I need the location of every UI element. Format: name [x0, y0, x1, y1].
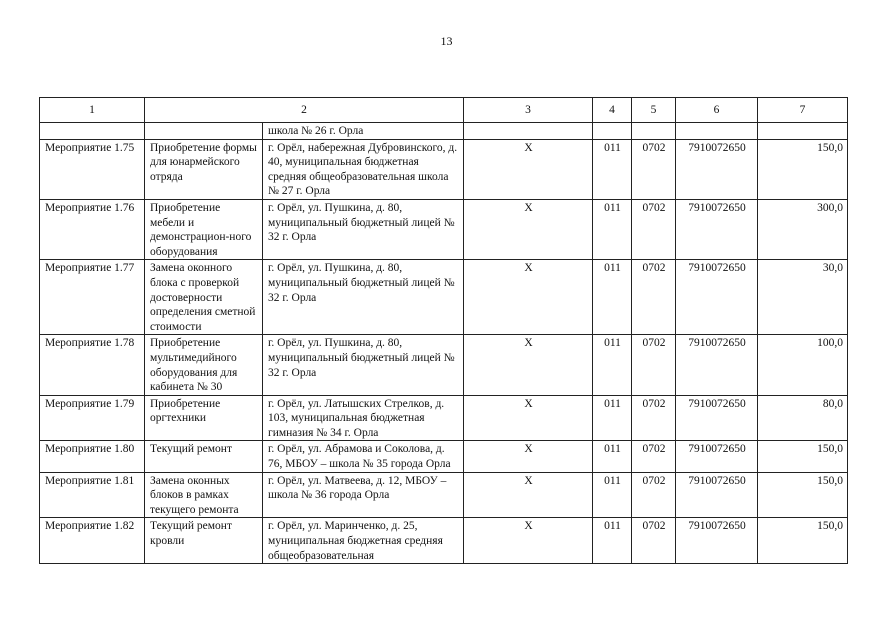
table-row [40, 139, 848, 199]
event-cell: Мероприятие 1.76 [40, 199, 145, 259]
col6-cell: 7910072650 [676, 260, 758, 335]
col5-cell: 0702 [632, 518, 676, 564]
header-row [40, 98, 848, 123]
event-cell: Мероприятие 1.82 [40, 518, 145, 564]
col6-cell [676, 123, 758, 140]
name-cell: Приобретение оргтехники [145, 395, 263, 441]
col7-cell: 100,0 [758, 335, 848, 395]
column-header: 7 [758, 98, 848, 123]
col4-cell: 011 [593, 199, 632, 259]
col5-cell: 0702 [632, 335, 676, 395]
col5-cell: 0702 [632, 139, 676, 199]
col3-cell: Х [464, 260, 593, 335]
col7-cell: 150,0 [758, 139, 848, 199]
name-cell: Замена оконных блоков в рамках текущего ремонта [145, 472, 263, 518]
column-header: 2 [145, 98, 464, 123]
column-header: 6 [676, 98, 758, 123]
address-cell: г. Орёл, ул. Пушкина, д. 80, муниципальный бюджетный лицей № 32 г. Орла [263, 260, 464, 335]
table-row [40, 472, 848, 518]
col5-cell: 0702 [632, 472, 676, 518]
col4-cell: 011 [593, 441, 632, 472]
col3-cell: Х [464, 395, 593, 441]
name-cell: Приобретение формы для юнармейского отряда [145, 139, 263, 199]
col7-cell: 150,0 [758, 518, 848, 564]
col6-cell: 7910072650 [676, 472, 758, 518]
name-cell [145, 123, 263, 140]
col5-cell: 0702 [632, 260, 676, 335]
col3-cell: Х [464, 518, 593, 564]
col4-cell: 011 [593, 395, 632, 441]
col7-cell: 300,0 [758, 199, 848, 259]
table-row [40, 335, 848, 395]
table-row [40, 395, 848, 441]
col3-cell [464, 123, 593, 140]
col4-cell: 011 [593, 472, 632, 518]
column-header: 4 [593, 98, 632, 123]
col3-cell: Х [464, 472, 593, 518]
name-cell: Текущий ремонт кровли [145, 518, 263, 564]
name-cell: Приобретение мультимедийного оборудования для кабинета № 30 [145, 335, 263, 395]
col6-cell: 7910072650 [676, 139, 758, 199]
address-cell: г. Орёл, ул. Маринченко, д. 25, муниципальная бюджетная средняя общеобразовательная [263, 518, 464, 564]
table-row [40, 441, 848, 472]
col7-cell: 30,0 [758, 260, 848, 335]
address-cell: г. Орёл, ул. Пушкина, д. 80, муниципальный бюджетный лицей № 32 г. Орла [263, 335, 464, 395]
col6-cell: 7910072650 [676, 199, 758, 259]
col4-cell: 011 [593, 260, 632, 335]
address-cell: г. Орёл, набережная Дубровинского, д. 40, муниципальная бюджетная средняя общеобразовательная школа № 27 г. Орла [263, 139, 464, 199]
col7-cell: 150,0 [758, 441, 848, 472]
address-cell: г. Орёл, ул. Матвеева, д. 12, МБОУ – школа № 36 города Орла [263, 472, 464, 518]
event-cell: Мероприятие 1.78 [40, 335, 145, 395]
name-cell: Замена оконного блока с проверкой достоверности определения сметной стоимости [145, 260, 263, 335]
column-header: 3 [464, 98, 593, 123]
col3-cell: Х [464, 139, 593, 199]
col4-cell: 011 [593, 335, 632, 395]
col5-cell [632, 123, 676, 140]
address-cell: г. Орёл, ул. Латышских Стрелков, д. 103, муниципальная бюджетная гимназия № 34 г. Орла [263, 395, 464, 441]
event-cell: Мероприятие 1.80 [40, 441, 145, 472]
event-cell: Мероприятие 1.77 [40, 260, 145, 335]
col3-cell: Х [464, 335, 593, 395]
col3-cell: Х [464, 441, 593, 472]
address-cell: школа № 26 г. Орла [263, 123, 464, 140]
col7-cell [758, 123, 848, 140]
name-cell: Текущий ремонт [145, 441, 263, 472]
event-cell [40, 123, 145, 140]
col5-cell: 0702 [632, 395, 676, 441]
col4-cell [593, 123, 632, 140]
name-cell: Приобретение мебели и демонстрацион-ного оборудования [145, 199, 263, 259]
col6-cell: 7910072650 [676, 441, 758, 472]
col6-cell: 7910072650 [676, 335, 758, 395]
event-cell: Мероприятие 1.79 [40, 395, 145, 441]
measures-table [39, 97, 848, 564]
col7-cell: 80,0 [758, 395, 848, 441]
col7-cell: 150,0 [758, 472, 848, 518]
table-row [40, 199, 848, 259]
col5-cell: 0702 [632, 441, 676, 472]
page-number: 13 [440, 34, 453, 48]
col6-cell: 7910072650 [676, 518, 758, 564]
col5-cell: 0702 [632, 199, 676, 259]
column-header: 1 [40, 98, 145, 123]
col4-cell: 011 [593, 139, 632, 199]
address-cell: г. Орёл, ул. Пушкина, д. 80, муниципальный бюджетный лицей № 32 г. Орла [263, 199, 464, 259]
table-row [40, 260, 848, 335]
event-cell: Мероприятие 1.75 [40, 139, 145, 199]
column-header: 5 [632, 98, 676, 123]
event-cell: Мероприятие 1.81 [40, 472, 145, 518]
col6-cell: 7910072650 [676, 395, 758, 441]
table-row [40, 518, 848, 564]
col3-cell: Х [464, 199, 593, 259]
address-cell: г. Орёл, ул. Абрамова и Соколова, д. 76, МБОУ – школа № 35 города Орла [263, 441, 464, 472]
continuation-row [40, 123, 848, 140]
col4-cell: 011 [593, 518, 632, 564]
